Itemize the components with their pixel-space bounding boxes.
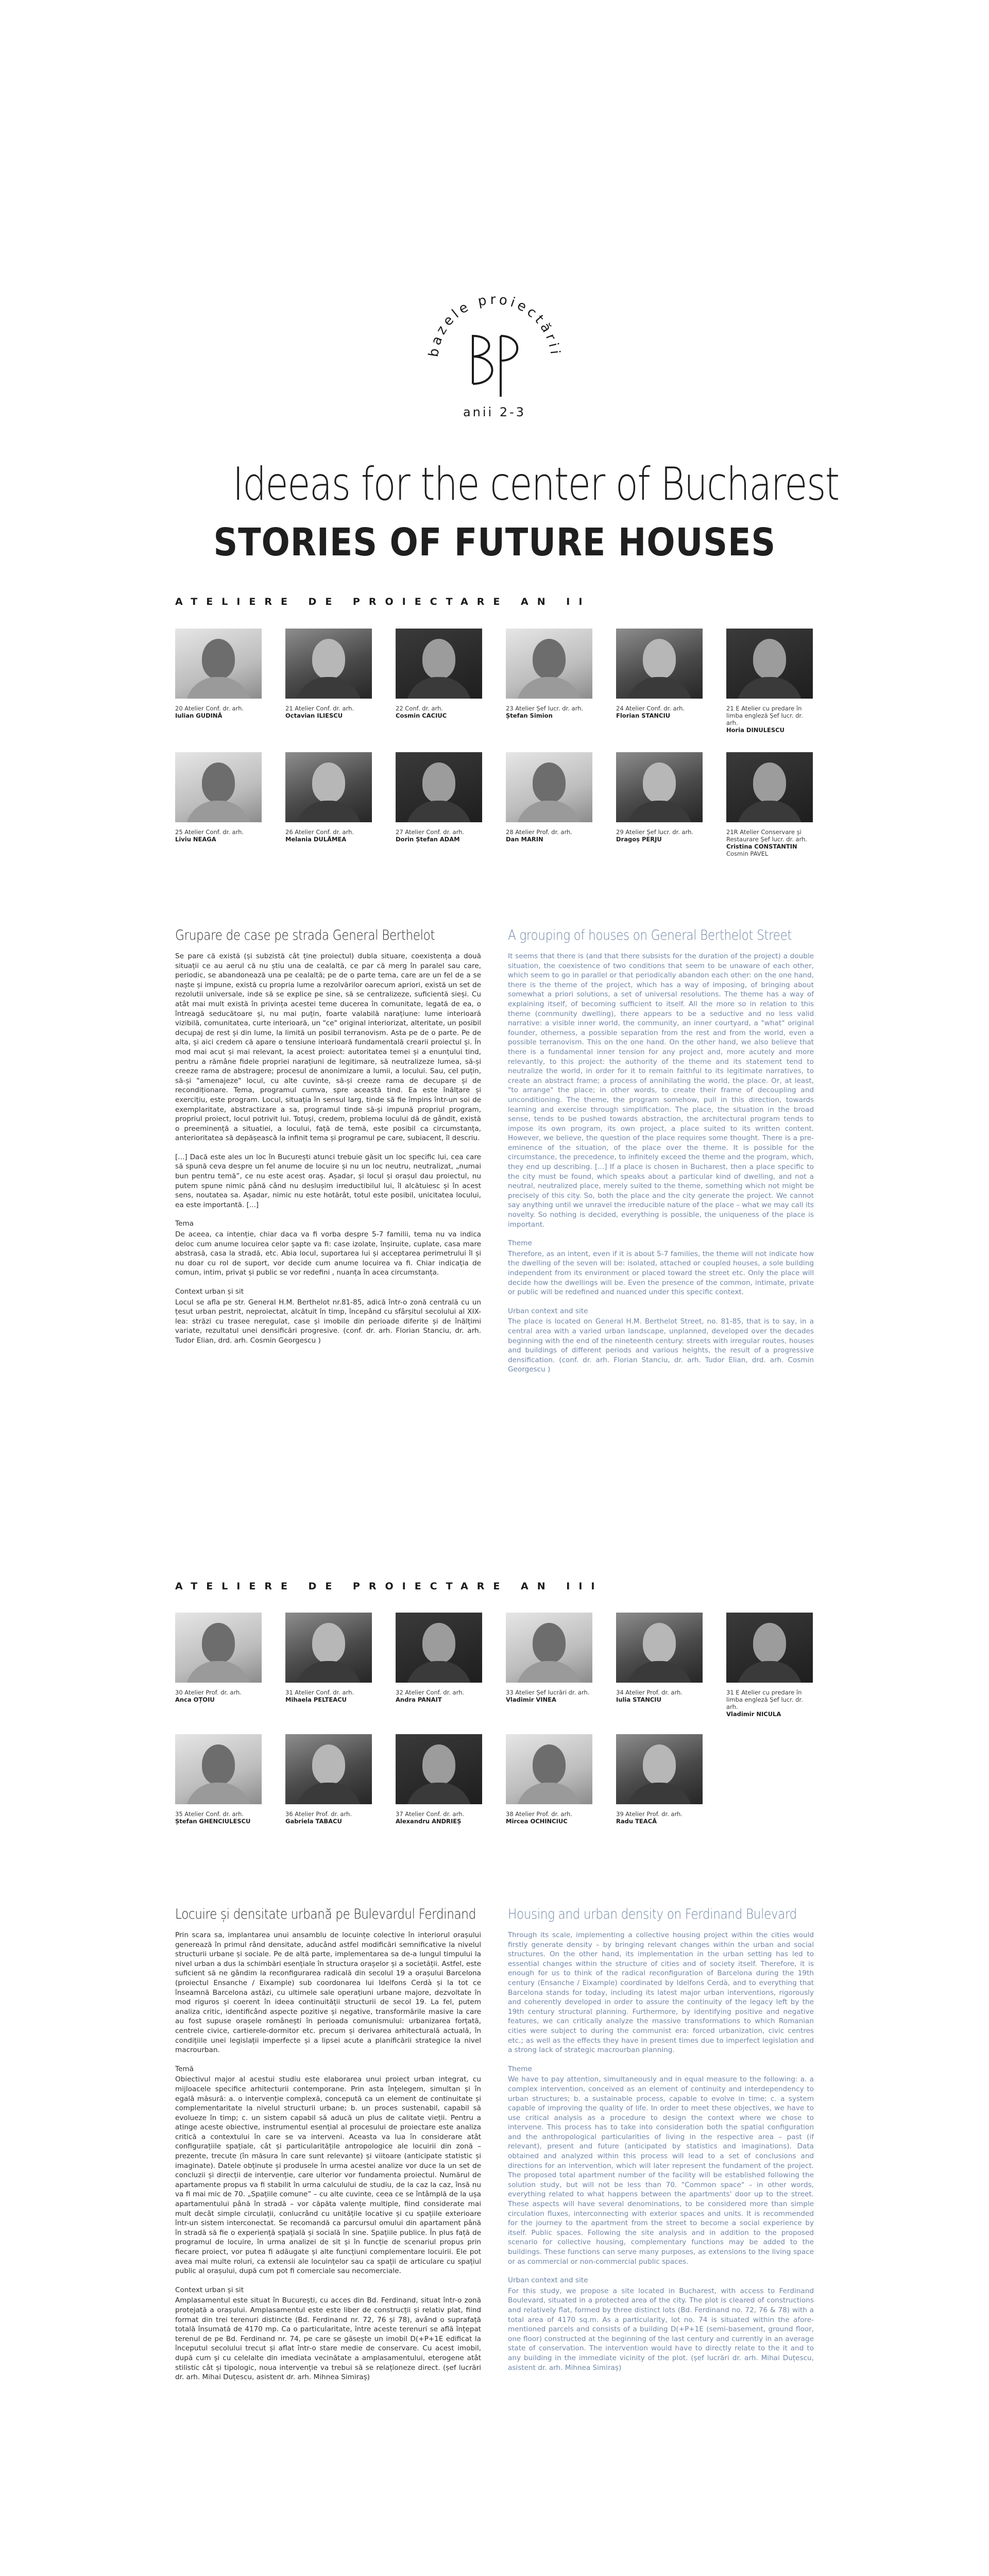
faculty-portrait: [616, 629, 703, 699]
theme-title: Theme: [508, 1239, 532, 1248]
faculty-portrait: [726, 752, 813, 822]
faculty-card: [396, 1613, 482, 1725]
theme-text: Therefore, as an intent, even if it is about 5-7 families, the theme will not indicate how the dwelling of the seven will be: isolated, attached or coupled houses, a sole building independent from its environment or placed toward the street etc. Only the place will decide how the dwellings will be. Even the presence of the common, intimate, private or public will be redefined and nuanced under this specific context.: [508, 1249, 814, 1297]
faculty-card: [285, 629, 372, 741]
faculty-role: 38 Atelier Prof. dr. arh.: [506, 1810, 572, 1818]
faculty-caption: [616, 1810, 703, 1825]
article-year3-en: [508, 1906, 814, 2382]
faculty-role: 35 Atelier Conf. dr. arh.: [175, 1810, 244, 1818]
faculty-card: [396, 629, 482, 741]
faculty-name: Octavian ILIESCU: [285, 712, 343, 719]
faculty-caption: [175, 828, 262, 843]
faculty-caption: [396, 1810, 482, 1825]
faculty-caption: [175, 1810, 262, 1825]
faculty-portrait: [285, 752, 372, 822]
context-title: Context urban și sit: [175, 1287, 244, 1296]
faculty-portrait: [396, 629, 482, 699]
faculty-name: Mihaela PELTEACU: [285, 1696, 347, 1703]
faculty-role: 30 Atelier Prof. dr. arh.: [175, 1689, 242, 1696]
section-header-year2: ATELIERE DE PROIECTARE AN II: [175, 596, 591, 607]
article-year2-ro: [175, 927, 481, 1355]
theme-text: Obiectivul major al acestui studiu este elaborarea unui proiect urban integrat, cu mijloacele specifice arhitecturii contemporane. Prin asta înțelegem, simultan și în egală măsură: a. o intervenție complexă, concepută ca un element de continuitate și complementaritate la nivelul structurii urbane; b. un proces sustenabil, capabil să evolueze în timp; c. un sistem capabil să aducă un plus de calitate vieții. Pentru a atinge aceste obiective, instrumentul esențial al procesului de proiectare este analiza critică a contextului în care se va interveni. Aceasta va lua în considerare atât configurațiile spațiale, cât și particularitățile antropologice ale locuirii din zonă – prezente, trecute (în măsura în care sunt relevante) și viitoare (anticipate statistic și imaginate). Datele obținute și produsele în urma acestei analize vor duce la un set de concluzii și direcții de intervenție, care ulterior vor fundamenta proiectul. Numărul de apartamente propus va fi stabilit în urma calculului de studiu, de la caz la caz, însă nu va fi mai mic de 70. „Spațiile comune” – cu alte cuvinte, ceea ce se întâmplă de la ușa apartamentului până în stradă – vor căpăta valențe multiple, fiind considerate mai mult decât simple circulații, conlucrând cu unitățile locative și cu spațiile exterioare într-un sistem interconectat. Se recomandă ca parcursul omului din apartament până în stradă să fie o experiență spațială și socială în sine. Spațiile publice. În plus față de programul de locuire, în urma analizei de sit și în funcție de scenariul propus prin fiecare proiect, vor putea fi adăugate și alte funcțiuni complementare locuirii. Ele pot avea mai multe roluri, ca extensii ale locuințelor sau ca spații de articulare cu spațiul public al orașului, după cum pot fi comerciale sau necomerciale.: [175, 2075, 481, 2276]
faculty-card: [616, 1613, 703, 1725]
context-title: Context urban și sit: [175, 2285, 244, 2294]
faculty-caption: [175, 705, 262, 719]
faculty-portrait: [396, 1734, 482, 1804]
faculty-name: Vladimir VINEA: [506, 1696, 556, 1703]
faculty-name: Andra PANAIT: [396, 1696, 442, 1703]
faculty-card: [175, 1734, 262, 1846]
faculty-card: [175, 752, 262, 865]
faculty-role: 23 Atelier Șef lucr. dr. arh.: [506, 705, 584, 712]
faculty-caption: [726, 705, 813, 734]
article-year2-en: [508, 927, 814, 1384]
faculty-portrait: [506, 1734, 592, 1804]
faculty-portrait: [285, 1613, 372, 1683]
bazele-proiectarii-logo: [417, 278, 572, 433]
faculty-role: 20 Atelier Conf. dr. arh.: [175, 705, 244, 712]
faculty-name: Mircea OCHINCIUC: [506, 1818, 568, 1825]
faculty-name: Gabriela TABACU: [285, 1818, 342, 1825]
context-text: Amplasamentul este situat în București, cu acces din Bd. Ferdinand, situat într-o zonă protejată a orașului. Amplasamentul este este liber de construcții și relativ plat, fiind format din trei terenuri distincte (Bd. Ferdinand nr. 72, 76 și 78), având o suprafață totală însumată de 4170 mp. Ca o particularitate, între aceste terenuri se află înțepat terenul de pe Bd. Ferdinand nr. 74, pe care se găsește un imobil D(+P+1E edificat la începutul secolului trecut și aflat într-o stare medie de conservare. Cu acest imobil, după cum și cu celelalte din imediata vecinătate a amplasamentului, eterogene atât stilistic cât și tipologic, noua intervenție va trebui să se relaționeze direct. (șef lucrări dr. arh. Mihai Duțescu, asistent dr. arh. Mihnea Simiraș): [175, 2296, 481, 2382]
faculty-portrait: [616, 1734, 703, 1804]
faculty-card: [726, 1613, 813, 1725]
faculty-role: 26 Atelier Conf. dr. arh.: [285, 828, 354, 836]
faculty-role: 29 Atelier Șef lucr. dr. arh.: [616, 828, 694, 836]
faculty-name: Cristina CONSTANTIN: [726, 843, 797, 850]
faculty-portrait: [175, 752, 262, 822]
faculty-role: 36 Atelier Prof. dr. arh.: [285, 1810, 352, 1818]
faculty-name: Radu TEACĂ: [616, 1818, 657, 1825]
paragraph: It seems that there is (and that there subsists for the duration of the project) a double situation, the coexistence of two conditions that seem to be unaware of each other, which seem to go in parallel or that periodically abandon each other: on the one hand, there is the theme of the project, which has a way of imposing, of bringing about somewhat a priori solutions, a set of universal resolutions. The theme has a way of explaining itself, of becoming sufficient to itself. All the more so in relation to this theme (community dwelling), there appears to be a seductive and no less valid narrative: a visible inner world, the community, an inner courtyard, a "what" original founder, otherness, a possible separation from the rest and from the world, even a possible terranovism. This on the one hand. On the other hand, we also believe that there is a fundamental inner tension for any project and, more acutely and more relevantly, to this project: the authority of the theme and its statement tend to neutralize the world, in order for it to remain faithful to its legitimate narratives, to create an abstract frame; a process of annihilating the world, the place. Or, at least, "to arrange" the place; in other words, to create their frame of decoupling and unconditioning. The theme, the program somehow, pull in this direction, towards learning and exercise through simplification. The place, the situation in the broad sense, tends to be pushed towards abstraction, the architectural program tends to impose its own program, its own project, a place suited to its written content. However, we believe, the question of the place requires some thought. There is a pre-eminence of the situation, of the place over the theme. It is possible for the circumstance, the precedence, to infinitely exceed the theme and the program, which, they end up describing. [...] If a place is chosen in Bucharest, then a place specific to the city must be found, which speaks about a particular kind of dwelling, and not a neutral, neutralized place, merely suited to the theme, something which not might be precisely of this city. So, both the place and the city generate the project. We cannot say anything until we unravel the irreducible nature of the place – what we may call its novelty. So nothing is decided, everything is possible, the uniqueness of the place is important.: [508, 952, 814, 1229]
faculty-role: 24 Atelier Conf. dr. arh.: [616, 705, 685, 712]
faculty-name: Iulia STANCIU: [616, 1696, 661, 1703]
faculty-portrait: [285, 1734, 372, 1804]
article-heading: A grouping of houses on General Berthelot Street: [508, 927, 792, 943]
faculty-name: Florian STANCIU: [616, 712, 671, 719]
section-header-year3: ATELIERE DE PROIECTARE AN III: [175, 1581, 604, 1592]
theme-title: Theme: [508, 2064, 532, 2073]
main-title: Ideeas for the center of Bucharest: [232, 457, 839, 511]
faculty-card: [616, 752, 703, 865]
faculty-role: 33 Atelier Șef lucrări dr. arh.: [506, 1689, 590, 1696]
faculty-role: 27 Atelier Conf. dr. arh.: [396, 828, 465, 836]
faculty-card: [506, 752, 592, 865]
article-heading: Housing and urban density on Ferdinand Bulevard: [508, 1906, 797, 1922]
context-text: For this study, we propose a site located in Bucharest, with access to Ferdinand Boulevard, situated in a protected area of the city. The plot is cleared of constructions and relatively flat, formed by three distinct lots (Bd. Ferdinand no. 72, 76 & 78) with a total area of 4170 sq.m. As a particularity, lot no. 74 is situated within the afore-mentioned parcels and consists of a building D(+P+1E (semi-basement, ground floor, one floor) constructed at the beginning of the last century and currently in an average state of conservation. The intervention would have to directly relate to the it and to any building in the immediate vicinity of the plot. (șef lucrări dr. arh. Mihai Duțescu, asistent dr. arh. Mihnea Simiraș): [508, 2286, 814, 2372]
faculty-portrait: [726, 629, 813, 699]
faculty-card: [726, 629, 813, 741]
faculty-name: Ștefan Simion: [506, 712, 553, 719]
faculty-card: [285, 1613, 372, 1725]
faculty-card: [506, 1734, 592, 1846]
faculty-card: [396, 1734, 482, 1846]
faculty-name: Anca OȚOIU: [175, 1696, 215, 1703]
faculty-card: [175, 629, 262, 741]
paragraph: [...] Dacă este ales un loc în București atunci trebuie găsit un loc specific lui, cea care să spună ceva despre un fel anume de locuire și nu un loc neutru, neutralizat, „numai bun pentru temă”, ce nu este acest oraș. Așadar, și locul și orașul dau proiectul, nu putem spune nimic până când nu deslușim irreductibilul lui, îl alcătuiesc și în acest sens, noutatea sa. Așadar, nimic nu este hotărât, totul este posibil, unicitatea locului, ea este importantă. [...]: [175, 1153, 481, 1209]
faculty-caption: [285, 705, 372, 719]
faculty-name: Ștefan GHENCIULESCU: [175, 1818, 251, 1825]
faculty-caption: [616, 828, 703, 843]
faculty-name: Vladimir NICULA: [726, 1710, 781, 1718]
faculty-role: 21R Atelier Conservare și Restaurare Șef lucr. dr. arh.: [726, 828, 808, 843]
faculty-card: [506, 629, 592, 741]
faculty-portrait: [396, 1613, 482, 1683]
faculty-caption: [285, 828, 372, 843]
faculty-caption: [506, 828, 592, 843]
faculty-grid-year2: [175, 629, 814, 865]
logo-graphic: [417, 278, 572, 433]
faculty-role: 32 Atelier Conf. dr. arh.: [396, 1689, 465, 1696]
faculty-portrait: [285, 629, 372, 699]
faculty-caption: [506, 1810, 592, 1825]
faculty-portrait: [396, 752, 482, 822]
article-year3-ro: [175, 1906, 481, 2392]
context-text: The place is located on General H.M. Berthelot Street, no. 81-85, that is to say, in a central area with a varied urban landscape, unplanned, developed over the decades beginning with the end of the nineteenth century: streets with irregular routes, houses and buildings of different periods and various heights, the result of a progressive densification. (conf. dr. arh. Florian Stanciu, dr. arh. Tudor Elian, drd. arh. Cosmin Georgescu ): [508, 1317, 814, 1374]
faculty-caption: [616, 1689, 703, 1703]
faculty-name: Alexandru ANDRIEȘ: [396, 1818, 462, 1825]
faculty-role: 37 Atelier Conf. dr. arh.: [396, 1810, 465, 1818]
faculty-caption: [726, 1689, 813, 1718]
faculty-caption: [396, 1689, 482, 1703]
context-text: Locul se afla pe str. General H.M. Berthelot nr.81-85, adică într-o zonă centrală cu un țesut urban pestrit, neproiectat, alcătuit în timp, începând cu sfârșitul secolului al XIX-lea: străzi cu trasee neregulat, case și imobile din perioade diferite și de înălțimi variate, rezultatul unei densificări progresive. (conf. dr. arh. Florian Stanciu, dr. arh. Tudor Elian, drd. arh. Cosmin Georgescu ): [175, 1298, 481, 1345]
faculty-caption: [175, 1689, 262, 1703]
faculty-caption: [506, 705, 592, 719]
faculty-caption: [396, 828, 482, 843]
faculty-role: 39 Atelier Prof. dr. arh.: [616, 1810, 683, 1818]
theme-text: We have to pay attention, simultaneously and in equal measure to the following: a. a complex intervention, conceived as an element of continuity and interdependency to urban structures; b. a sustainable process, capable to evolve in time; c. a system capable of improving the quality of life. In order to meet these objectives, we have to use critical analysis as a procedure to design the context where we chose to intervene. This process has to take into consideration both the spatial configuration and the anthropological particularities of living in the respective area – past (if relevant), present and future (anticipated by statistics and imaginations). Data obtained and analyzed within this process will lead to a set of conclusions and directions for an intervention, which will later represent the fundament of the project. The proposed total apartment number of the facility will be established following the solution study, but will not be less than 70. "Common space" – in other words, everything related to what happens between the apartments' door up to the street. These aspects will have several denominations, to be considered more than simple circulation fluxes, interconnecting with exterior spaces and units. It is recommended for the journey to the apartment from the street to become a social experience by itself. Public spaces. Following the site analysis and in addition to the proposed scenario for collective housing, complementary functions may be added to the buildings. These functions can serve many purposes, as extensions to the living space or as commercial or non-commercial public spaces.: [508, 2075, 814, 2266]
faculty-portrait: [175, 1734, 262, 1804]
faculty-role: 31 E Atelier cu predare în limba engleză Șef lucr. dr. arh.: [726, 1689, 803, 1710]
faculty-role: 28 Atelier Prof. dr. arh.: [506, 828, 572, 836]
faculty-portrait: [616, 1613, 703, 1683]
faculty-portrait: [726, 1613, 813, 1683]
theme-title: Tema: [175, 1219, 194, 1228]
faculty-portrait: [175, 1613, 262, 1683]
faculty-portrait: [616, 752, 703, 822]
faculty-name: Liviu NEAGA: [175, 836, 216, 843]
faculty-portrait: [506, 629, 592, 699]
theme-text: De aceea, ca intenție, chiar daca va fi vorba despre 5-7 familii, tema nu va indica deloc cum anume locuirea celor șapte va fi: case izolate, înșiruite, cuplate, casa mare abstrasă, casa la stradă, etc. Abia locul, suportarea lui și acceptarea perimetrului îl și nu doar cu rol de suport, vor decide cum anume locuirea va fi. Chiar indicația de comun, intim, privat și public se vor redefini , nuanța în acea circumstanța.: [175, 1230, 481, 1277]
context-title: Urban context and site: [508, 1307, 588, 1315]
sub-title: STORIES OF FUTURE HOUSES: [213, 520, 776, 565]
paragraph: Se pare că există (și subzistă cât ține proiectul) dubla situare, coexistența a două situații ce au aerul că nu știu una de cealaltă, ce par că merg în paralel sau care, periodic, se abandonează una pe cealaltă; pe de o parte tema, care are un fel de a se naște și impune, există cu propria lume a rezolvărilor oarecum apriori, există un set de rezolutii universale, inde să se explice pe sine, să se centralizeze, suficientă sieși. Cu atât mai mult există în privința acestei teme ducerea în comunitate, legată de ea, o întreagă seducătoare și, nu mai puțin, foarte valabilă narațiune: lume interioară vizibilă, comunitatea, curte interioară, un "ce" original interiorizat, alteritate, un posibil decupaj de rest și din lume, la limită un posibil terranovism. Asta pe de o parte. Pe de alta, și aici credem că apare o tensiune interioară fundamentală crearii proiectul și. În mod mai acut și mai relevant, la acest proiect: autoritatea temei și a enunțului tind, pentru a rămâne fidele propriei narațiuni de legitimare, să neutralizeze lumea, să-și creeze rama de abstragere; procesul de anonimizare a lumii, a locului. Sau, cel puțin, să-și "amenajeze" locul, cu alte cuvinte, să-și creeze rama de decupare și de recondiționare. Tema, programul cumva, spre această tind. Ea este înălțare și exercițiu, este program. Locul, situația în sensul larg, tinde să fie împins într-un soi de exemplaritate, abstractizare a sa, programul tinde să-și impună propriul program, propriul proiect, locul potrivit lui. Totuși, credem, problema locului dă de gândit, există o preeminență a situatiei, a locului, față de temă, este posibil ca circumstanța, anterioritatea să depășească la infinit tema și programul pe care, subiacent, îl descriu.: [175, 952, 481, 1143]
faculty-role: 21 E Atelier cu predare în limba engleză Șef lucr. dr. arh.: [726, 705, 803, 726]
faculty-portrait: [506, 752, 592, 822]
faculty-card: [726, 752, 813, 865]
faculty-card: [396, 752, 482, 865]
paragraph: Prin scara sa, implantarea unui ansamblu de locuințe colective în interiorul orașului generează în primul rând densitate, aducând astfel modificări semnificative la nivelul structurii urbane și sociale. Pe de altă parte, implementarea sa de-a lungul timpului la nivel urban a dus la schimbări esențiale în structura orașelor și a societății. Astfel, este suficient să ne gândim la reconfigurarea radicală din secolul 19 a orașului Barcelona (proiectul Ensanche / Eixample) sub coordonarea lui Idelfons Cerdà și la tot ce înseamnă Barcelona astăzi, cu ultimele sale operațiuni urbane majore, dezvoltate în mod riguros și coerent în ideea continuității structurii de secol 19. La fel, putem analiza critic, identificând aspecte pozitive și negative, transformările masive la care au fost supuse orașele românești în perioada comunismului: urbanizarea forțată, centrele civice, cartierele-dormitor etc. precum și derivarea arhitecturală actuală, în condițiile unei legislații imperfecte și a lipsei acute a planificării strategice la nivel macrourban.: [175, 1931, 481, 2055]
article-heading: Grupare de case pe strada General Berthelot: [175, 927, 435, 943]
faculty-card: [175, 1613, 262, 1725]
context-title: Urban context and site: [508, 2276, 588, 2285]
faculty-caption: [506, 1689, 592, 1703]
faculty-role: 25 Atelier Conf. dr. arh.: [175, 828, 244, 836]
faculty-name: Melania DULĂMEA: [285, 836, 347, 843]
logo-years: anii 2-3: [463, 405, 526, 419]
faculty-caption: [285, 1810, 372, 1825]
faculty-name: Dorin Ștefan ADAM: [396, 836, 460, 843]
faculty-role: 34 Atelier Prof. dr. arh.: [616, 1689, 683, 1696]
faculty-card: [506, 1613, 592, 1725]
faculty-grid-year3: [175, 1613, 814, 1846]
article-heading: Locuire și densitate urbană pe Bulevardul Ferdinand: [175, 1906, 476, 1922]
faculty-name: Iulian GUDINĂ: [175, 712, 223, 719]
faculty-caption: [616, 705, 703, 719]
faculty-role: 31 Atelier Conf. dr. arh.: [285, 1689, 354, 1696]
paragraph: Through its scale, implementing a collective housing project within the cities would firstly generate density – by bringing relevant changes within the urban and social structures. On the other hand, its implementation in the urban setting has led to essential changes within the structure of cities and of society itself. Therefore, it is enough for us to think of the radical reconfiguration of Barcelona during the 19th century (Ensanche / Eixample) coordinated by Idelfons Cerdà, and to everything that Barcelona stands for today, including its latest major urban interventions, rigorously and coherently developed in order to assure the continuity of the legacy left by the 19th century structural planning. Furthermore, by identifying positive and negative features, we can critically analyze the massive transformations to which Romanian cities were subject to during the communist era: forced urbanization, civic centres etc.; as well as the effects they have in present times due to imperfect legislation and a strong lack of strategic macrourban planning.: [508, 1931, 814, 2055]
faculty-role: 22 Conf. dr. arh.: [396, 705, 443, 712]
faculty-portrait: [175, 629, 262, 699]
faculty-caption: [285, 1689, 372, 1703]
logo-arc-text: bazele proiectării: [425, 292, 563, 359]
faculty-role: 21 Atelier Conf. dr. arh.: [285, 705, 354, 712]
faculty-caption: [726, 828, 813, 857]
faculty-card: [285, 752, 372, 865]
theme-title: Temă: [175, 2064, 194, 2073]
faculty-card: [285, 1734, 372, 1846]
faculty-name: Dan MARIN: [506, 836, 543, 843]
faculty-extra: Cosmin PAVEL: [726, 850, 769, 857]
faculty-portrait: [506, 1613, 592, 1683]
faculty-name: Cosmin CACIUC: [396, 712, 447, 719]
faculty-card: [616, 1734, 703, 1846]
faculty-card: [616, 629, 703, 741]
faculty-name: Horia DINULESCU: [726, 726, 785, 734]
faculty-name: Dragoș PERJU: [616, 836, 662, 843]
faculty-caption: [396, 705, 482, 719]
